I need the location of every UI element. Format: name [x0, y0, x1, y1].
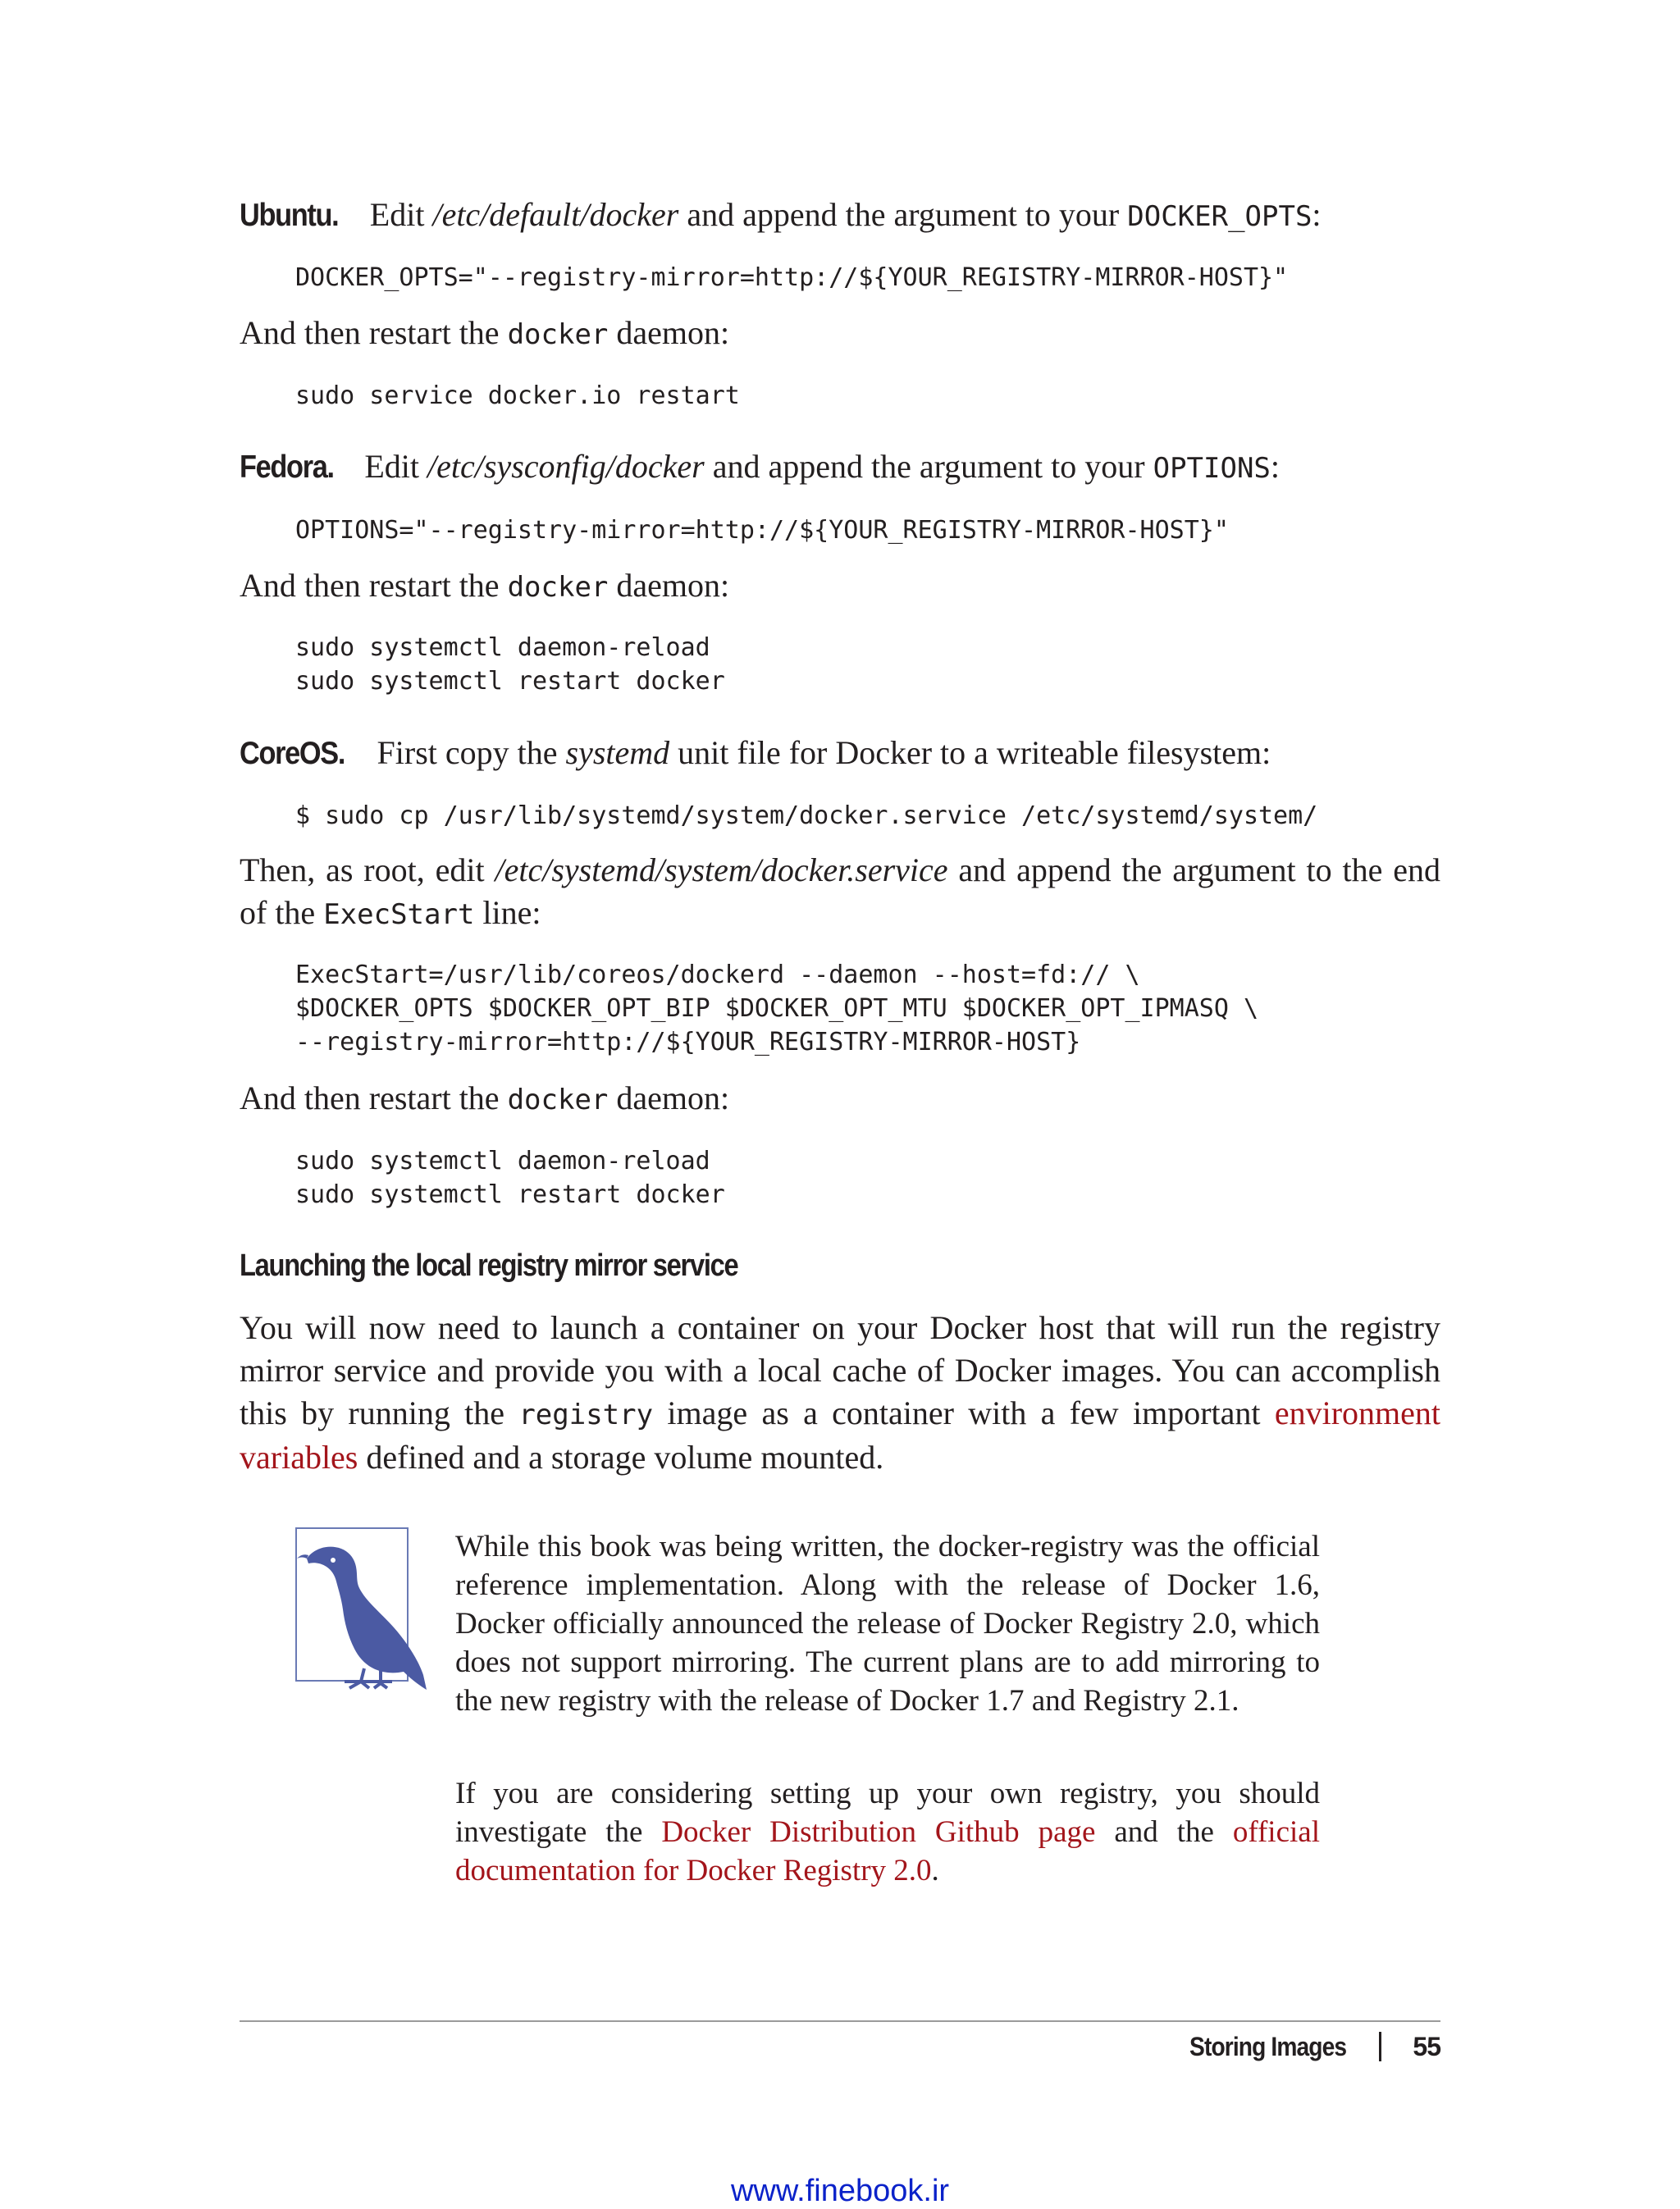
- note-text: If you are considering setting up your own registry, you should investigate the: [455, 1777, 1320, 1849]
- ubuntu-restart-code: sudo service docker.io restart: [295, 381, 740, 410]
- section-text-middle: image as a container with a few important: [653, 1394, 1275, 1431]
- coreos-text-after: unit file for Docker to a writeable filesystem:: [669, 734, 1271, 771]
- coreos-copy-code: $ sudo cp /usr/lib/systemd/system/docker.service /etc/systemd/system/: [295, 801, 1318, 830]
- coreos-runin-heading: CoreOS.: [240, 736, 345, 771]
- ubuntu-runin-heading: Ubuntu.: [240, 198, 339, 233]
- ubuntu-text-middle: and append the argument to your: [678, 196, 1128, 233]
- ubuntu-text: Edit: [369, 196, 433, 233]
- docker-code: docker: [507, 1084, 609, 1116]
- docker-distribution-link[interactable]: Docker Distribution Github page: [661, 1815, 1096, 1849]
- restart-text: And then restart the: [240, 314, 508, 351]
- ubuntu-restart-paragraph: [240, 312, 1440, 356]
- page-footer: [1168, 2032, 1440, 2064]
- ubuntu-var: DOCKER_OPTS: [1127, 200, 1312, 233]
- registry-docs-link[interactable]: official documentation for Docker Registry 2.0: [455, 1815, 1320, 1887]
- page-number: 55: [1413, 2032, 1440, 2061]
- fedora-paragraph: [240, 445, 1440, 490]
- section-heading: Launching the local registry mirror service: [240, 1248, 738, 1283]
- restart-text: And then restart the: [240, 1079, 508, 1116]
- ubuntu-paragraph: [240, 194, 1440, 238]
- note-text-after: .: [931, 1854, 939, 1887]
- restart-text-after: daemon:: [608, 314, 730, 351]
- ubuntu-code: DOCKER_OPTS="--registry-mirror=http://${YOUR_REGISTRY-MIRROR-HOST}": [295, 263, 1289, 292]
- restart-text-after: daemon:: [608, 1079, 730, 1116]
- registry-code: registry: [518, 1399, 654, 1431]
- environment-variables-link[interactable]: environment variables: [240, 1394, 1440, 1476]
- note-paragraph-2: [455, 1774, 1320, 1890]
- fedora-restart-paragraph: [240, 564, 1440, 609]
- footer-section-title: Storing Images: [1189, 2032, 1347, 2061]
- fedora-runin-heading: Fedora.: [240, 450, 334, 485]
- fedora-text: Edit: [364, 448, 428, 485]
- bird-icon: [295, 1527, 409, 1682]
- watermark-url[interactable]: www.finebook.ir: [730, 2174, 950, 2208]
- fedora-config-path: /etc/sysconfig/docker: [427, 448, 705, 485]
- note-text-middle: and the: [1095, 1815, 1233, 1849]
- restart-text: And then restart the: [240, 567, 508, 604]
- footer-separator: [1379, 2032, 1381, 2061]
- coreos-restart-code: sudo systemctl daemon-reload sudo systemctl restart docker: [295, 1147, 725, 1209]
- section-text: You will now need to launch a container on your Docker host that will run the registry mirror service and provide you with a local cache of Docker images. You can accomplish this by running the: [240, 1309, 1440, 1431]
- ubuntu-text-after: :: [1312, 196, 1322, 233]
- coreos-text: First copy the: [377, 734, 566, 771]
- fedora-text-middle: and append the argument to your: [704, 448, 1153, 485]
- docker-code: docker: [507, 571, 609, 604]
- coreos-restart-paragraph: [240, 1077, 1440, 1121]
- coreos-paragraph: [240, 732, 1440, 775]
- then-text-after: line:: [474, 894, 541, 931]
- execstart-code: ExecStart: [323, 898, 475, 931]
- then-text-middle: and append the argument to the end of the: [240, 851, 1441, 931]
- service-file-path: /etc/systemd/system/docker.service: [495, 851, 948, 888]
- note-paragraph-1: While this book was being written, the docker-registry was the official reference implementation. Along with the release of Docker 1.6, Docker officially announced the release of Docker Registry 2.0, which does not support mirroring. The current plans are to add mirroring to the new registry with the release of Docker 1.7 and Registry 2.1.: [455, 1530, 1320, 1718]
- fedora-text-after: :: [1270, 448, 1281, 485]
- section-paragraph: [240, 1307, 1440, 1479]
- coreos-exec-code: ExecStart=/usr/lib/coreos/dockerd --daemon --host=fd:// \ $DOCKER_OPTS $DOCKER_OPT_BIP $DOCKER_OPT_MTU $DOCKER_OPT_IPMASQ \ --registry-mirror=http://${YOUR_REGISTRY-MIRROR-HOST}: [295, 961, 1258, 1057]
- section-text-after: defined and a storage volume mounted.: [358, 1439, 884, 1476]
- fedora-var: OPTIONS: [1153, 452, 1271, 485]
- fedora-restart-code: sudo systemctl daemon-reload sudo systemctl restart docker: [295, 633, 725, 696]
- systemd-term: systemd: [565, 734, 670, 771]
- docker-code: docker: [507, 318, 609, 351]
- ubuntu-config-path: /etc/default/docker: [432, 196, 679, 233]
- restart-text-after: daemon:: [608, 567, 730, 604]
- coreos-edit-paragraph: [240, 849, 1440, 936]
- footer-rule: [240, 2020, 1440, 2022]
- then-text: Then, as root, edit: [240, 851, 495, 888]
- fedora-code: OPTIONS="--registry-mirror=http://${YOUR_REGISTRY-MIRROR-HOST}": [295, 516, 1229, 545]
